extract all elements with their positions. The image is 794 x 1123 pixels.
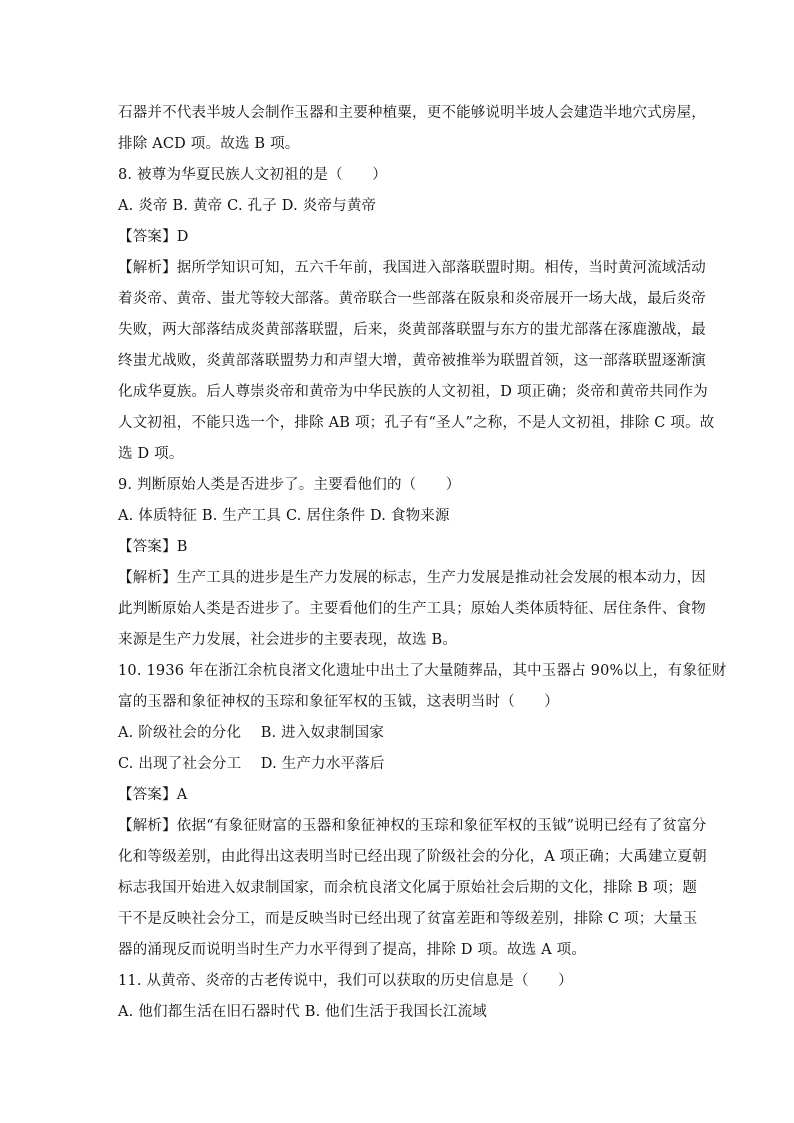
text-line: 排除 ACD 项。故选 B 项。 [118, 136, 300, 152]
question-10-options-cd: C. 出现了社会分工 D. 生产力水平落后 [118, 756, 385, 772]
question-9-answer: 【答案】B [118, 539, 188, 555]
question-8-answer: 【答案】D [118, 229, 189, 245]
text-line: 来源是生产力发展，社会进步的主要表现，故选 B。 [118, 632, 458, 648]
text-line: 化和等级差别，由此得出这表明当时已经出现了阶级社会的分化，A 项正确；大禹建立夏朝 [118, 849, 707, 865]
question-10-options-ab: A. 阶级社会的分化 B. 进入奴隶制国家 [118, 725, 385, 741]
text-line: 选 D 项。 [118, 446, 184, 462]
question-10: 10. 1936 年在浙江余杭良渚文化遗址中出土了大量随葬品，其中玉器占 90%以上，有象征财 [118, 663, 727, 679]
text-line: 化成华夏族。后人尊崇炎帝和黄帝为中华民族的人文初祖，D 项正确；炎帝和黄帝共同作为 [118, 384, 708, 400]
text-line: 人文初祖，不能只选一个，排除 AB 项；孔子有“圣人”之称，不是人文初祖，排除 C 项。故 [118, 415, 715, 431]
question-8-options: A. 炎帝 B. 黄帝 C. 孔子 D. 炎帝与黄帝 [118, 198, 377, 214]
text-line: 终蚩尤战败，炎黄部落联盟势力和声望大增，黄帝被推举为联盟首领，这一部落联盟逐渐演 [118, 353, 706, 369]
question-11: 11. 从黄帝、炎帝的古老传说中，我们可以获取的历史信息是（ ） [118, 973, 573, 989]
question-9-analysis: 【解析】生产工具的进步是生产力发展的标志，生产力发展是推动社会发展的根本动力，因 [118, 570, 706, 586]
text-line: 石器并不代表半坡人会制作玉器和主要种植粟，更不能够说明半坡人会建造半地穴式房屋， [118, 105, 706, 121]
question-8-analysis: 【解析】据所学知识可知，五六千年前，我国进入部落联盟时期。相传，当时黄河流域活动 [118, 260, 706, 276]
text-line: 干不是反映社会分工，而是反映当时已经出现了贫富差距和等级差别，排除 C 项；大量玉 [118, 911, 698, 927]
text-line: 此判断原始人类是否进步了。主要看他们的生产工具；原始人类体质特征、居住条件、食物 [118, 601, 706, 617]
question-9: 9. 判断原始人类是否进步了。主要看他们的（ ） [118, 477, 461, 493]
question-10-answer: 【答案】A [118, 787, 188, 803]
text-line: 器的涌现反而说明当时生产力水平得到了提高，排除 D 项。故选 A 项。 [118, 942, 587, 958]
text-line: 着炎帝、黄帝、蚩尤等较大部落。黄帝联合一些部落在阪泉和炎帝展开一场大战，最后炎帝 [118, 291, 706, 307]
question-8: 8. 被尊为华夏民族人文初祖的是（ ） [118, 167, 387, 183]
question-10-analysis: 【解析】依据“有象征财富的玉器和象征神权的玉琮和象征军权的玉钺”说明已经有了贫富分 [118, 818, 707, 834]
text-line: 失败，两大部落结成炎黄部落联盟，后来，炎黄部落联盟与东方的蚩尤部落在涿鹿激战，最 [118, 322, 706, 338]
text-line: 富的玉器和象征神权的玉琮和象征军权的玉钺，这表明当时（ ） [118, 694, 559, 710]
question-9-options: A. 体质特征 B. 生产工具 C. 居住条件 D. 食物来源 [118, 508, 450, 524]
text-line: 标志我国开始进入奴隶制国家，而余杭良渚文化属于原始社会后期的文化，排除 B 项；题 [118, 880, 698, 896]
question-11-options: A. 他们都生活在旧石器时代 B. 他们生活于我国长江流域 [118, 1004, 487, 1020]
